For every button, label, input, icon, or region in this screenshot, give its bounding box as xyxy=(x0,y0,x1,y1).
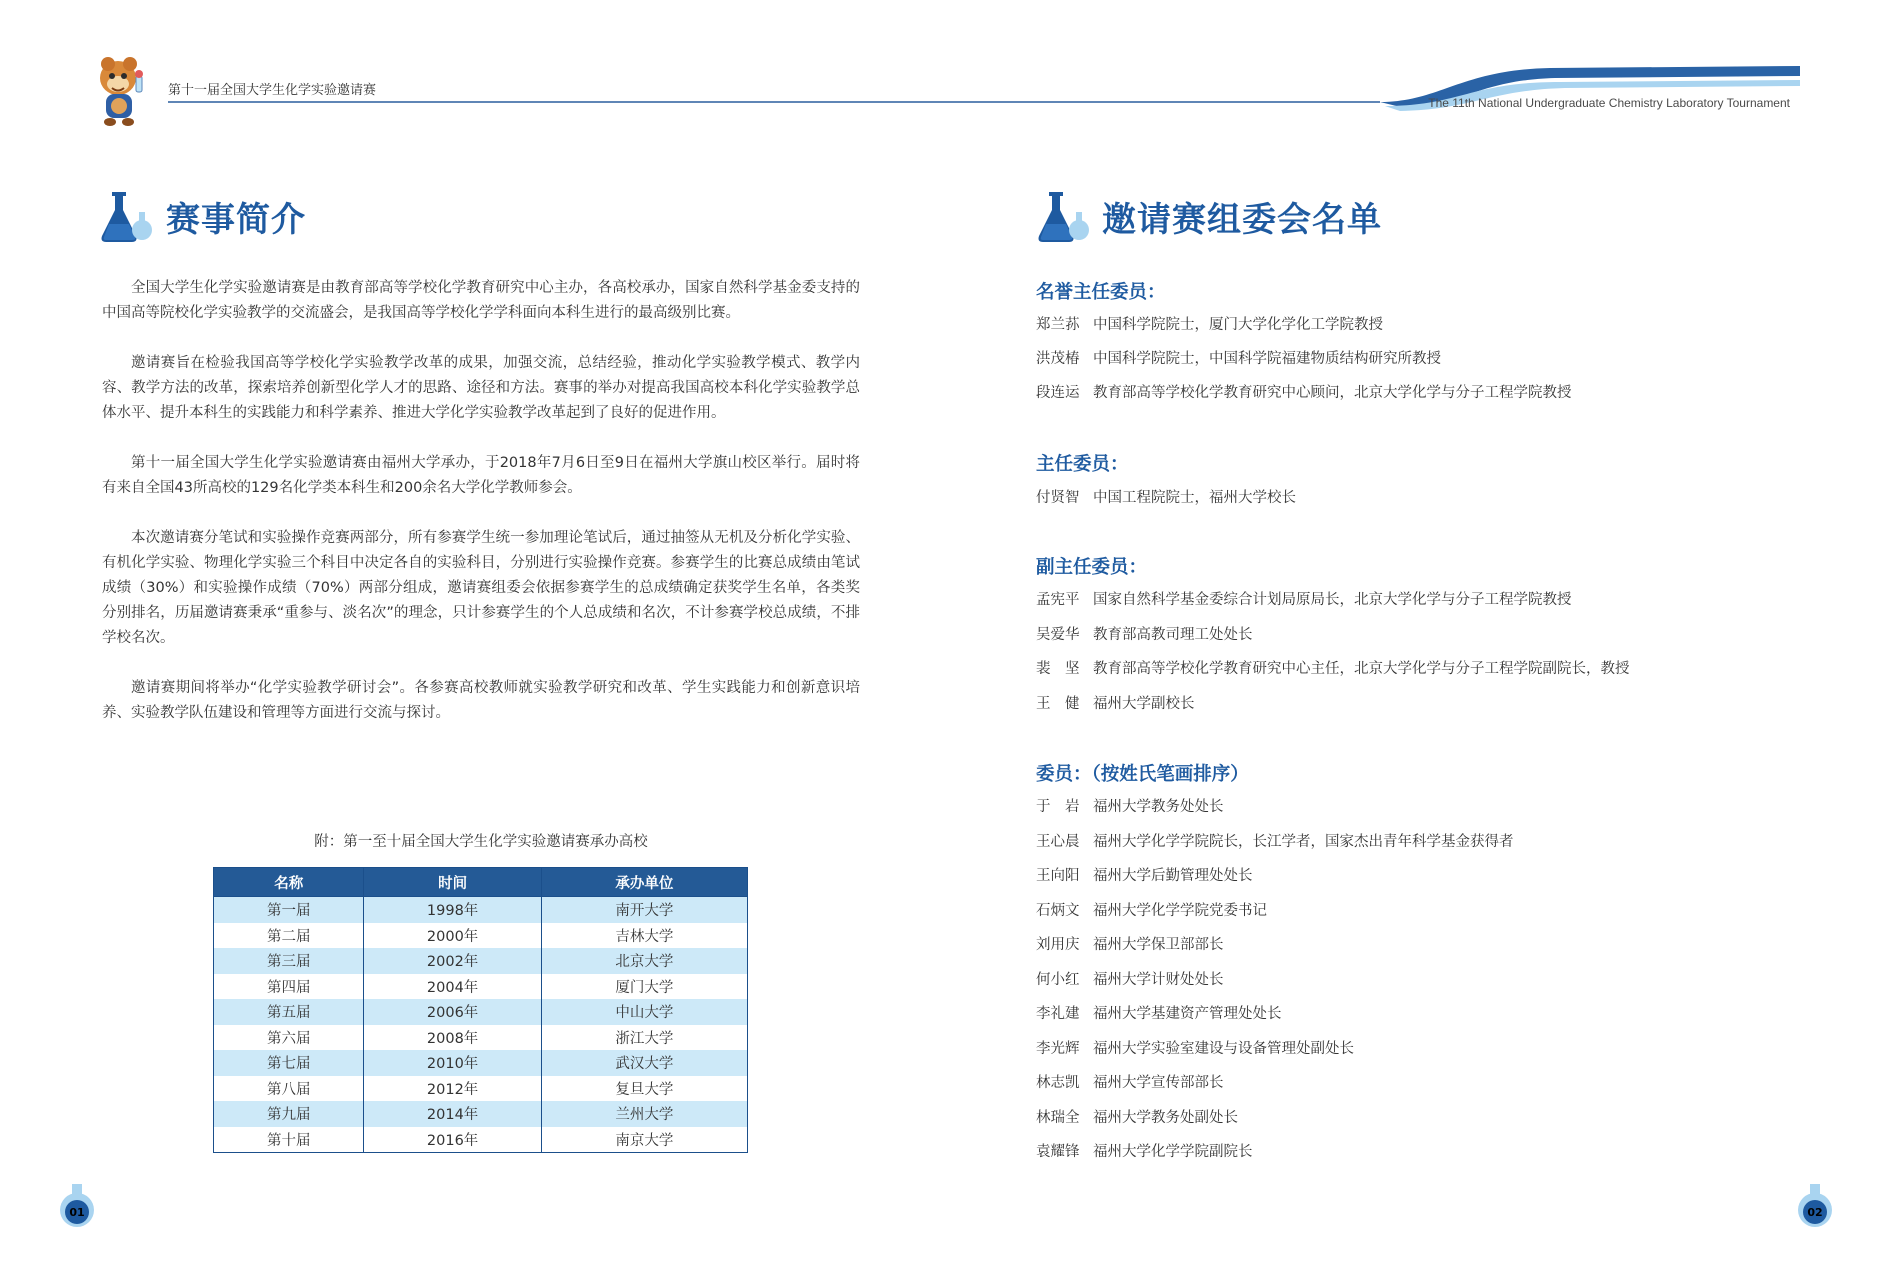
table-row xyxy=(214,923,748,949)
table-cell: 兰州大学 xyxy=(541,1101,747,1127)
group-title-chair: 主任委员： xyxy=(1036,454,1129,475)
list-item xyxy=(1036,1002,1282,1026)
group-title-members: 委员：（按姓氏笔画排序） xyxy=(1036,764,1249,785)
table-cell: 第七届 xyxy=(214,1050,364,1076)
flask-icon xyxy=(100,190,152,244)
intro-paragraph-5: 邀请赛期间将举办“化学实验教学研讨会”。各参赛高校教师就实验教学研究和改革、学生实践能力和创新意识培养、实验教学队伍建设和管理等方面进行交流与探讨。 xyxy=(102,680,860,721)
member-role: 教育部高教司理工处处长 xyxy=(1093,627,1253,643)
table-cell: 2014年 xyxy=(364,1101,541,1127)
group-title-honorary-chair: 名誉主任委员： xyxy=(1036,282,1166,303)
member-role: 福州大学计财处处长 xyxy=(1093,972,1224,988)
mascot-logo xyxy=(96,54,162,128)
list-item xyxy=(1036,830,1514,854)
table-cell: 第九届 xyxy=(214,1101,364,1127)
list-item xyxy=(1036,968,1224,992)
table-cell: 厦门大学 xyxy=(541,974,747,1000)
member-name: 于 岩 xyxy=(1036,799,1080,815)
table-row xyxy=(214,1050,748,1076)
table-cell: 2000年 xyxy=(364,923,541,949)
table-cell: 2012年 xyxy=(364,1076,541,1102)
member-role: 福州大学实验室建设与设备管理处副处长 xyxy=(1093,1041,1354,1057)
member-name: 何小红 xyxy=(1036,972,1080,988)
member-role: 福州大学后勤管理处处长 xyxy=(1093,868,1253,884)
list-item xyxy=(1036,381,1572,405)
member-role: 中国科学院院士，中国科学院福建物质结构研究所教授 xyxy=(1093,351,1441,367)
flask-icon xyxy=(1037,190,1089,244)
intro-paragraph-4: 本次邀请赛分笔试和实验操作竞赛两部分，所有参赛学生统一参加理论笔试后，通过抽签从无机及分析化学实验、有机化学实验、物理化学实验三个科目中决定各自的实验科目，分别进行实验操作竞赛。参赛学生的比赛总成绩由笔试成绩（30%）和实验操作成绩（70%）两部分组成，邀请赛组委会依据参赛学生的总成绩确定获奖学生名单，各类奖分别排名，历届邀请赛秉承“重参与、淡名次”的理念，只计参赛学生的个人总成绩和名次，不计参赛学校总成绩，不排学校名次。 xyxy=(102,530,860,646)
table-row xyxy=(214,1025,748,1051)
member-name: 刘用庆 xyxy=(1036,937,1080,953)
table-row xyxy=(214,1076,748,1102)
table-cell: 北京大学 xyxy=(541,948,747,974)
member-role: 福州大学基建资产管理处处长 xyxy=(1093,1006,1282,1022)
table-cell: 第八届 xyxy=(214,1076,364,1102)
member-role: 教育部高等学校化学教育研究中心顾问，北京大学化学与分子工程学院教授 xyxy=(1093,385,1572,401)
member-name: 袁耀锋 xyxy=(1036,1144,1080,1160)
member-role: 福州大学教务处副处长 xyxy=(1093,1110,1238,1126)
table-cell: 2004年 xyxy=(364,974,541,1000)
table-cell: 第二届 xyxy=(214,923,364,949)
group-title-vice-chair: 副主任委员： xyxy=(1036,557,1148,578)
list-item xyxy=(1036,623,1253,647)
table-row xyxy=(214,999,748,1025)
member-name: 洪茂椿 xyxy=(1036,351,1080,367)
table-header-row xyxy=(214,868,748,897)
list-item xyxy=(1036,1071,1224,1095)
intro-paragraph-2: 邀请赛旨在检验我国高等学校化学实验教学改革的成果，加强交流，总结经验，推动化学实验教学模式、教学内容、教学方法的改革，探索培养创新型化学人才的思路、途径和方法。赛事的举办对提高我国高校本科化学实验教学总体水平、提升本科生的实践能力和科学素养、推进大学化学实验教学改革起到了良好的促进作用。 xyxy=(102,355,860,421)
member-name: 王 健 xyxy=(1036,696,1080,712)
table-cell: 吉林大学 xyxy=(541,923,747,949)
table-cell: 2002年 xyxy=(364,948,541,974)
table-cell: 南京大学 xyxy=(541,1127,747,1153)
table-cell: 2010年 xyxy=(364,1050,541,1076)
table-cell: 武汉大学 xyxy=(541,1050,747,1076)
intro-paragraph-1: 全国大学生化学实验邀请赛是由教育部高等学校化学教育研究中心主办，各高校承办，国家自然科学基金委支持的中国高等院校化学实验教学的交流盛会，是我国高等学校化学学科面向本科生进行的最高级别比赛。 xyxy=(102,280,860,321)
member-name: 林瑞全 xyxy=(1036,1110,1080,1126)
column-header: 时间 xyxy=(364,868,541,897)
table-cell: 2008年 xyxy=(364,1025,541,1051)
list-item xyxy=(1036,795,1224,819)
member-name: 郑兰荪 xyxy=(1036,317,1080,333)
table-cell: 第十届 xyxy=(214,1127,364,1153)
list-item xyxy=(1036,864,1253,888)
page-number-badge-left xyxy=(57,1182,97,1228)
member-role: 国家自然科学基金委综合计划局原局长，北京大学化学与分子工程学院教授 xyxy=(1093,592,1572,608)
member-name: 吴爱华 xyxy=(1036,627,1080,643)
table-cell: 南开大学 xyxy=(541,897,747,923)
list-item xyxy=(1036,1140,1253,1164)
table-cell: 1998年 xyxy=(364,897,541,923)
member-role: 福州大学化学学院院长，长江学者，国家杰出青年科学基金获得者 xyxy=(1093,834,1514,850)
table-cell: 第一届 xyxy=(214,897,364,923)
member-role: 福州大学化学学院副院长 xyxy=(1093,1144,1253,1160)
member-name: 石炳文 xyxy=(1036,903,1080,919)
member-role: 中国工程院院士，福州大学校长 xyxy=(1093,490,1296,506)
table-row xyxy=(214,1101,748,1127)
table-row xyxy=(214,974,748,1000)
table-cell: 第六届 xyxy=(214,1025,364,1051)
list-item xyxy=(1036,899,1267,923)
member-role: 福州大学副校长 xyxy=(1093,696,1195,712)
member-role: 中国科学院院士，厦门大学化学化工学院教授 xyxy=(1093,317,1383,333)
member-name: 段连运 xyxy=(1036,385,1080,401)
list-item xyxy=(1036,588,1572,612)
list-item xyxy=(1036,347,1441,371)
list-item xyxy=(1036,1037,1354,1061)
member-name: 付贤智 xyxy=(1036,490,1080,506)
table-cell: 第三届 xyxy=(214,948,364,974)
member-role: 福州大学宣传部部长 xyxy=(1093,1075,1224,1091)
list-item xyxy=(1036,486,1296,510)
member-role: 福州大学教务处处长 xyxy=(1093,799,1224,815)
member-name: 裴 坚 xyxy=(1036,661,1080,677)
list-item xyxy=(1036,933,1224,957)
list-item xyxy=(1036,1106,1238,1130)
member-role: 福州大学保卫部部长 xyxy=(1093,937,1224,953)
table-cell: 中山大学 xyxy=(541,999,747,1025)
table-cell: 2016年 xyxy=(364,1127,541,1153)
member-name: 王心晨 xyxy=(1036,834,1080,850)
table-row xyxy=(214,1127,748,1153)
member-name: 林志凯 xyxy=(1036,1075,1080,1091)
table-caption: 附：第一至十届全国大学生化学实验邀请赛承办高校 xyxy=(314,834,648,850)
intro-paragraph-3: 第十一届全国大学生化学实验邀请赛由福州大学承办，于2018年7月6日至9日在福州大学旗山校区举行。届时将有来自全国43所高校的129名化学类本科生和200余名大学化学教师参会。 xyxy=(102,455,860,496)
list-item xyxy=(1036,657,1630,681)
list-item xyxy=(1036,313,1383,337)
column-header: 承办单位 xyxy=(541,868,747,897)
member-name: 王向阳 xyxy=(1036,868,1080,884)
table-cell: 第四届 xyxy=(214,974,364,1000)
table-row xyxy=(214,897,748,923)
table-cell: 复旦大学 xyxy=(541,1076,747,1102)
table-cell: 浙江大学 xyxy=(541,1025,747,1051)
table-cell: 第五届 xyxy=(214,999,364,1025)
page-number: 01 xyxy=(69,1206,85,1219)
table-row xyxy=(214,948,748,974)
member-name: 李光辉 xyxy=(1036,1041,1080,1057)
header-title: 第十一届全国大学生化学实验邀请赛 xyxy=(168,83,377,98)
member-name: 孟宪平 xyxy=(1036,592,1080,608)
header-subtitle: The 11th National Undergraduate Chemistry Laboratory Tournament xyxy=(1428,96,1790,110)
host-universities-table xyxy=(213,867,748,1153)
page-number: 02 xyxy=(1807,1206,1823,1219)
section-title-intro: 赛事简介 xyxy=(166,200,306,240)
member-name: 李礼建 xyxy=(1036,1006,1080,1022)
column-header: 名称 xyxy=(214,868,364,897)
list-item xyxy=(1036,692,1195,716)
section-title-committee: 邀请赛组委会名单 xyxy=(1102,200,1382,240)
page-number-badge-right xyxy=(1795,1182,1835,1228)
table-cell: 2006年 xyxy=(364,999,541,1025)
member-role: 福州大学化学学院党委书记 xyxy=(1093,903,1267,919)
member-role: 教育部高等学校化学教育研究中心主任，北京大学化学与分子工程学院副院长，教授 xyxy=(1093,661,1630,677)
